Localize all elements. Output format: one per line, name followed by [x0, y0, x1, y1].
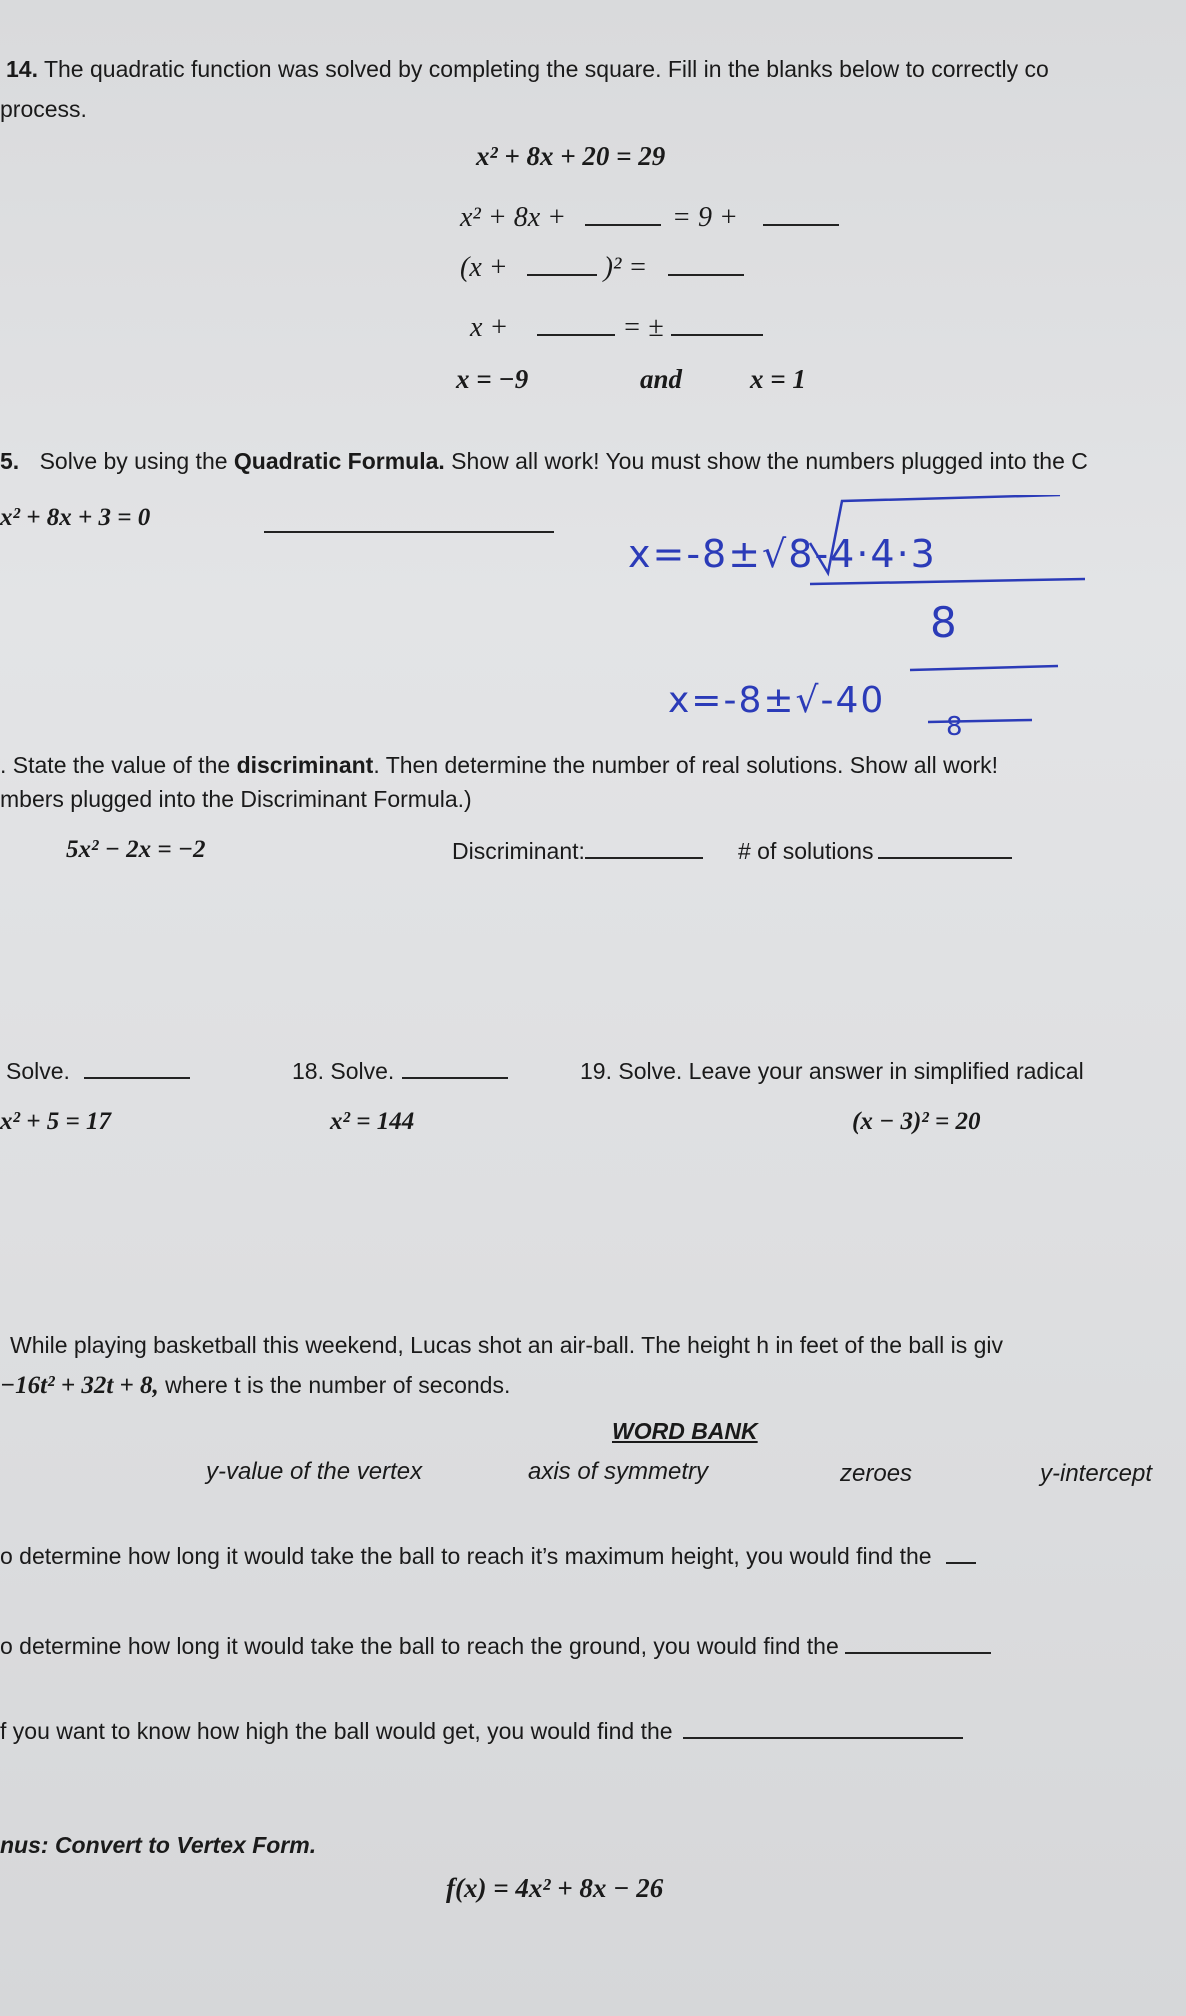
q14-number: 14. [6, 56, 38, 82]
q15-handwork-line1: x=-8±√8-4·4·3 [628, 532, 937, 576]
q18-equation: x² = 144 [330, 1108, 415, 1135]
q15-handwork-denominator-1: 8 [930, 598, 957, 647]
q14-answer-a: x = −9 [456, 364, 529, 394]
q14-prompt-line2: process. [0, 96, 87, 122]
q16-discriminant-blank[interactable] [585, 857, 703, 859]
q14-blank-6[interactable] [671, 334, 763, 336]
q14-blank-2[interactable] [763, 224, 839, 226]
q17-equation: x² + 5 = 17 [0, 1108, 111, 1135]
q18-answer-blank[interactable] [402, 1077, 508, 1079]
q14-blank-5[interactable] [537, 334, 615, 336]
q14-line3 [460, 252, 744, 284]
q17-label-text: Solve. [6, 1058, 70, 1084]
q15-handwork-denominator-2: 8 [946, 712, 963, 742]
q14-prompt [6, 56, 1049, 83]
q20-sentence-b-text: o determine how long it would take the ball to reach the ground, you would find the [0, 1633, 839, 1659]
word-bank-item-zeroes: zeroes [840, 1460, 913, 1487]
q15-prompt-pre: Solve by using the [39, 448, 234, 474]
q16-prompt-pre: . State the value of the [0, 752, 237, 778]
q20-formula-line [0, 1372, 510, 1400]
q20-sentence-c-text: f you want to know how high the ball would get, you would find the [0, 1718, 673, 1744]
q14-line2-left: x² + 8x + [460, 202, 567, 233]
q16-solutions-blank[interactable] [878, 857, 1012, 859]
q17-label [6, 1058, 190, 1085]
q15-number: 5. [0, 448, 20, 474]
q14-blank-1[interactable] [585, 224, 661, 226]
q16-prompt-line2: mbers plugged into the Discriminant Formula.) [0, 786, 472, 812]
q14-line3-mid: )² = [603, 252, 648, 283]
q20-formula: −16t² + 32t + 8, [0, 1372, 159, 1399]
q20-sentence-a [0, 1543, 976, 1570]
q20-blank-a[interactable] [946, 1562, 976, 1564]
q14-line4-left: x + [470, 312, 509, 343]
q16-solutions [738, 838, 1012, 865]
handwritten-radical-2 [760, 660, 1080, 730]
q17-answer-blank[interactable] [84, 1077, 190, 1079]
q20-blank-c[interactable] [683, 1737, 963, 1739]
q15-answer-blank[interactable] [264, 531, 554, 533]
q14-line4 [470, 312, 763, 344]
word-bank-title: WORD BANK [612, 1418, 758, 1444]
q14-and: and [640, 364, 683, 394]
q18-label-text: 18. Solve. [292, 1058, 395, 1084]
q14-blank-3[interactable] [527, 274, 597, 276]
handwritten-fraction-bar-1 [620, 495, 1090, 595]
q16-solutions-label: # of solutions [738, 838, 874, 864]
q19-label: 19. Solve. Leave your answer in simplified radical [580, 1058, 1084, 1084]
word-bank-item-axis: axis of symmetry [528, 1458, 709, 1485]
word-bank-item-intercept: y-intercept [1040, 1460, 1153, 1487]
word-bank-item-vertex: y-value of the vertex [206, 1458, 423, 1485]
q18-label [292, 1058, 508, 1085]
q20-blank-b[interactable] [845, 1652, 991, 1654]
q14-line3-left: (x + [460, 252, 508, 283]
q20-sentence-a-text: o determine how long it would take the ball to reach it’s maximum height, you would find the [0, 1543, 932, 1569]
q16-discriminant-label: Discriminant: [452, 838, 585, 864]
q14-line1: x² + 8x + 20 = 29 [476, 141, 666, 171]
q14-line2 [460, 202, 839, 234]
q14-line4-mid: = ± [622, 312, 664, 343]
q16-prompt [0, 752, 998, 779]
q20-sentence-b [0, 1633, 991, 1660]
q16-equation: 5x² − 2x = −2 [66, 836, 206, 863]
q20-formula-post: where t is the number of seconds. [158, 1372, 511, 1398]
q16-prompt-post: . Then determine the number of real solutions. Show all work! [373, 752, 999, 778]
q20-sentence-c [0, 1718, 963, 1745]
q19-equation: (x − 3)² = 20 [852, 1108, 981, 1135]
q15-prompt-bold: Quadratic Formula. [233, 448, 445, 474]
bonus-label: nus: Convert to Vertex Form. [0, 1832, 317, 1858]
q16-prompt-bold: discriminant [236, 752, 374, 778]
q14-prompt-text: The quadratic function was solved by completing the square. Fill in the blanks below to correctly co [43, 56, 1049, 82]
q15-equation: x² + 8x + 3 = 0 [0, 504, 151, 531]
q15-handwork-line2: x=-8±√-40 [668, 680, 886, 721]
q14-blank-4[interactable] [668, 274, 744, 276]
q15-prompt [0, 448, 1088, 475]
q16-discriminant [452, 838, 703, 865]
q15-prompt-post: Show all work! You must show the numbers plugged into the C [444, 448, 1088, 474]
q14-answer-b: x = 1 [750, 364, 806, 394]
bonus-equation: f(x) = 4x² + 8x − 26 [446, 1873, 664, 1903]
q14-line2-mid: = 9 + [672, 202, 738, 233]
q20-prompt: While playing basketball this weekend, Lucas shot an air-ball. The height h in feet of the ball is giv [10, 1332, 1003, 1358]
